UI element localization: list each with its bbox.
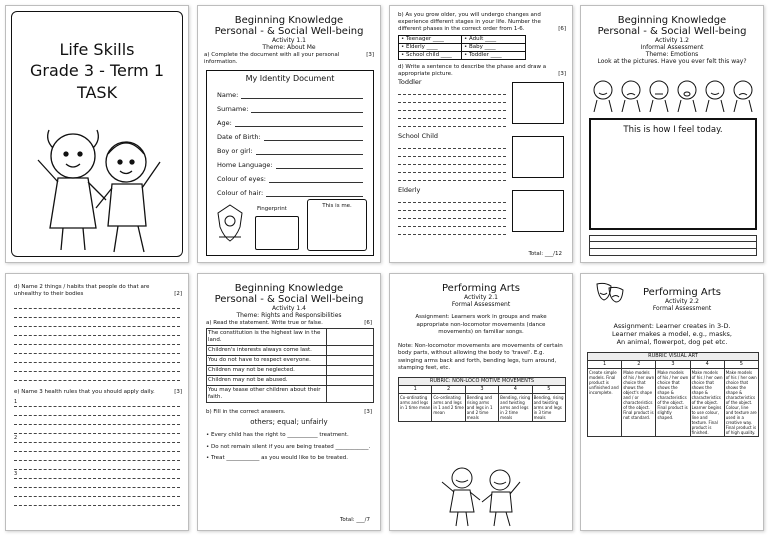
- phase-item: • Adult ____: [464, 36, 497, 42]
- answer-line[interactable]: [14, 309, 180, 318]
- feel-label: This is how I feel today.: [623, 125, 723, 135]
- instruction-text: a) Complete the document with all your personal information.: [204, 52, 340, 65]
- identity-field-row: [217, 113, 363, 127]
- answer-line[interactable]: [398, 195, 506, 203]
- rubric-col-header: 5: [532, 385, 565, 393]
- photo-label: This is me.: [322, 203, 352, 209]
- phase-item: • Teenager ____: [401, 36, 444, 42]
- rubric-cell: Bending, rising and twisting arms and legs in 2 time meals: [500, 394, 531, 420]
- answer-line[interactable]: [398, 219, 506, 227]
- answer-line[interactable]: [398, 203, 506, 211]
- page-identity: [197, 5, 381, 263]
- answer-cell[interactable]: [327, 346, 374, 356]
- page-title: Beginning Knowledge: [617, 15, 727, 26]
- feel-box: [589, 118, 757, 230]
- theatre-masks-icon: [595, 282, 625, 304]
- activity-label: Activity 1.2: [655, 37, 689, 44]
- theme-label: Theme: Emotions: [645, 51, 699, 58]
- phase-item: • Toddler ____: [462, 51, 525, 59]
- phases-left-col: [399, 36, 462, 59]
- phase-item: • Baby ____: [462, 43, 525, 51]
- identity-field-row: [217, 183, 363, 197]
- identity-field-input[interactable]: [266, 189, 363, 197]
- rubric-table: [587, 352, 759, 437]
- page-cover: [5, 5, 189, 263]
- page-rights: [197, 273, 381, 531]
- phase-lines: [398, 87, 506, 127]
- identity-field-row: [217, 155, 363, 169]
- answer-line[interactable]: [14, 398, 180, 407]
- activity-label: Activity 2.1: [464, 294, 498, 301]
- identity-field-label: Age:: [217, 119, 232, 127]
- answer-line[interactable]: [398, 119, 506, 127]
- question-d: d) Name 2 things / habits that people do that are unhealthy to their bodies: [14, 284, 150, 297]
- answer-line[interactable]: [14, 345, 180, 354]
- rubric-cell: Co-ordinating arms and legs in 1 time mean: [399, 393, 432, 421]
- rubric-body-row: [399, 393, 566, 421]
- page-title: Beginning Knowledge: [234, 15, 344, 26]
- identity-field-label: Date of Birth:: [217, 133, 261, 141]
- answer-line[interactable]: [398, 87, 506, 95]
- identity-field-row: [217, 127, 363, 141]
- question-b-row: [390, 6, 572, 33]
- answer-line[interactable]: [398, 111, 506, 119]
- activity-label: Activity 1.4: [272, 305, 306, 312]
- answer-line[interactable]: [398, 173, 506, 181]
- assessment-label: Formal Assessment: [652, 305, 712, 312]
- question-a-row: [198, 319, 380, 328]
- identity-field-input[interactable]: [256, 147, 363, 155]
- instruction-row: [198, 51, 380, 67]
- emotion-faces-illustration: [589, 78, 757, 112]
- page-health: [5, 273, 189, 531]
- answer-line[interactable]: [14, 416, 180, 425]
- statement-row: [207, 329, 374, 346]
- rubric-title: RUBRIC VISUAL ART: [588, 353, 759, 361]
- answer-line[interactable]: [14, 443, 180, 452]
- answer-line[interactable]: [14, 318, 180, 327]
- phase-sections: [390, 78, 572, 238]
- assignment-text: Assignment: Learners work in groups and make appropriate non-locomotor movements (dance movements) on familiar songs.: [415, 314, 547, 335]
- rubric-col-header: 4: [690, 361, 724, 369]
- checklist-table: [589, 235, 757, 256]
- statement-text: You may tease other children about their faith.: [207, 386, 327, 403]
- activity-label: Activity 2.2: [665, 298, 699, 305]
- rubric-cell: Make models of his / her own choice that shows the shape & characteristics of the object. Learner begins to use colour, line and texture. Final product is finished.: [691, 370, 723, 435]
- fingerprint-box: [255, 216, 299, 250]
- answer-number: 3: [14, 471, 18, 477]
- question-d-row: [6, 274, 188, 298]
- answer-line[interactable]: [398, 103, 506, 111]
- checklist-row: [589, 249, 757, 256]
- identity-fields: [207, 83, 373, 197]
- marks-a: [6]: [364, 320, 372, 326]
- question-e: e) Name 3 health rules that you should apply daily.: [14, 389, 155, 395]
- rubric-col-header: 3: [465, 385, 498, 393]
- dancing-kids-illustration: [438, 464, 524, 528]
- phases-right-col: [462, 36, 525, 59]
- page-title: Performing Arts: [442, 283, 520, 294]
- phases-table: [398, 35, 526, 60]
- rubric-cell: Make models of his / her own choice that shows the shape & characteristics of the object. Colour, line and texture are used in a creative way. Final product is of high quality.: [725, 370, 757, 435]
- answer-line[interactable]: [14, 336, 180, 345]
- theme-label: Theme: Rights and Responsibilities: [236, 312, 342, 319]
- answer-line[interactable]: [14, 488, 180, 497]
- phase-section-label: School Child: [398, 132, 439, 140]
- rubric-title-row: [399, 377, 566, 385]
- note-text: Note: Non-locomotor movements are movements of certain body parts, without allowing the body to 'travel'. E.g. swinging arms back and forth, bending legs, turn around, stamping feet, etc.: [398, 342, 563, 371]
- document-title: My Identity Document: [245, 74, 335, 83]
- identity-field-label: Home Language:: [217, 161, 273, 169]
- total: Total: ___/12: [528, 251, 562, 257]
- statement-row: [207, 346, 374, 356]
- marks: [3]: [366, 52, 374, 58]
- fill-in-blanks: [198, 426, 380, 465]
- rubric-col-header: 2: [432, 385, 465, 393]
- fingerprint-label: Fingerprint: [257, 206, 287, 212]
- phase-section: [398, 132, 564, 184]
- rubric-cell: Make models of his / her own choice that shows the object's shape and / or characteristics of the object. Final product is not standard.: [622, 369, 656, 437]
- answer-line[interactable]: [14, 470, 180, 479]
- answer-number: 1: [14, 399, 18, 405]
- cover-title-1: Life Skills: [59, 40, 135, 59]
- rubric-cell: Create simple models. Final product is unfinished and incomplete.: [588, 369, 622, 437]
- page-subtitle: Personal - & Social Well-being: [214, 26, 364, 37]
- assignment-text: Assignment: Learner creates in 3-D.: [613, 322, 731, 330]
- identity-field-row: [217, 141, 363, 155]
- question-a: a) Read the statement. Write true or false.: [206, 320, 323, 326]
- rubric-cell: Make models of his / her own choice that shows the shape & characteristics of the object. Final product is slightly shaped.: [656, 369, 690, 437]
- answer-line[interactable]: [398, 149, 506, 157]
- identity-document: [206, 70, 374, 256]
- page-subtitle: Personal - & Social Well-being: [597, 26, 747, 37]
- statement-text: Children's interests always come last.: [207, 346, 327, 356]
- statement-row: [207, 376, 374, 386]
- answer-line[interactable]: [398, 157, 506, 165]
- phase-section: [398, 186, 564, 238]
- statement-row: [207, 356, 374, 366]
- cover-title-2: Grade 3 - Term 1: [29, 61, 165, 80]
- answer-line[interactable]: [14, 461, 180, 470]
- page-phases: [389, 5, 573, 263]
- answer-line[interactable]: [14, 434, 180, 443]
- answer-line[interactable]: [14, 497, 180, 506]
- question-d-row: [390, 60, 572, 78]
- page-title: Beginning Knowledge: [234, 283, 344, 294]
- theme-label: Theme: About Me: [262, 44, 316, 51]
- answer-line[interactable]: [14, 452, 180, 461]
- phase-section-label: Elderly: [398, 186, 421, 194]
- identity-field-label: Name:: [217, 91, 239, 99]
- phase-item: • Elderly ____: [399, 43, 461, 51]
- assignment-line-2: Learner makes a model, e.g., masks,: [612, 330, 732, 338]
- rubric-col-header: 4: [499, 385, 532, 393]
- answer-line[interactable]: [14, 300, 180, 309]
- statement-row: [207, 386, 374, 403]
- prompt-text: Look at the pictures. Have you ever felt this way?: [597, 58, 747, 65]
- identity-field-input[interactable]: [276, 161, 363, 169]
- cover-kids-illustration: [28, 118, 168, 258]
- cover-title-3: TASK: [76, 83, 118, 102]
- identity-field-input[interactable]: [235, 119, 363, 127]
- statement-text: You do not have to respect everyone.: [207, 356, 327, 366]
- answer-line[interactable]: [398, 141, 506, 149]
- phase-section-label: Toddler: [398, 78, 422, 86]
- rubric-header-row: [588, 361, 759, 369]
- blank-sentence: • Treat ____________ as you would like to be treated.: [206, 455, 348, 461]
- rubric-cell: Co-ordinating arms and legs in 1 and 2 time mean: [432, 393, 465, 421]
- answer-number: 2: [14, 435, 18, 441]
- rubric-col-header: 2: [622, 361, 656, 369]
- marks-b: [3]: [364, 409, 372, 415]
- question-e-row: [6, 383, 188, 396]
- page-performing-arts-2: [580, 273, 764, 531]
- answer-line[interactable]: [398, 211, 506, 219]
- rubric-col-header: 5: [724, 361, 758, 369]
- answer-cell[interactable]: [327, 386, 374, 403]
- answer-line[interactable]: [14, 327, 180, 336]
- identity-field-label: Colour of eyes:: [217, 175, 266, 183]
- blank-sentence: • Do not remain silent if you are being treated ____________.: [206, 443, 371, 450]
- statement-text: Children may not be neglected.: [207, 366, 327, 376]
- phase-item: • School child ____: [399, 51, 461, 59]
- answer-line[interactable]: [398, 227, 506, 235]
- assessment-label: Informal Assessment: [640, 44, 704, 51]
- drawing-box[interactable]: [512, 190, 564, 232]
- identity-field-input[interactable]: [241, 91, 363, 99]
- question-b: b) As you grow older, you will undergo changes and experience different stages in your life. Number the different phases in the correct order from 1-6.: [398, 12, 541, 32]
- marks-e: [3]: [174, 389, 182, 395]
- true-false-table: [206, 328, 374, 403]
- checklist-row: [589, 235, 757, 242]
- page-subtitle: Personal - & Social Well-being: [214, 294, 364, 305]
- answer-cell[interactable]: [327, 376, 374, 386]
- rubric-col-header: 1: [399, 385, 432, 393]
- assessment-label: Formal Assessment: [451, 301, 511, 308]
- marks-d: [2]: [174, 291, 182, 297]
- identity-field-row: [217, 99, 363, 113]
- assignment-line-3: An animal, flowerpot, dog pet etc.: [616, 338, 728, 346]
- drawing-box[interactable]: [512, 136, 564, 178]
- identity-field-input[interactable]: [251, 105, 363, 113]
- answer-cell[interactable]: [327, 329, 374, 346]
- rubric-title: RUBRIC: NON-LOCO MOTIVE MOVEMENTS: [399, 377, 566, 385]
- answer-line[interactable]: [398, 165, 506, 173]
- rubric-header-row: [399, 385, 566, 393]
- marks-b: [6]: [558, 26, 566, 32]
- identity-field-label: Colour of hair:: [217, 189, 264, 197]
- word-bank: others; equal; unfairly: [250, 418, 328, 426]
- identity-field-label: Boy or girl:: [217, 147, 253, 155]
- answer-line[interactable]: [14, 363, 180, 372]
- answer-line[interactable]: [398, 95, 506, 103]
- page-performing-arts-1: [389, 273, 573, 531]
- rubric-cell: Bending and rising arms and legs in 1 and 2 time meals: [465, 393, 498, 421]
- answer-line[interactable]: [14, 407, 180, 416]
- identity-field-row: [217, 85, 363, 99]
- rubric-table: [398, 377, 566, 422]
- checklist-row: [589, 242, 757, 249]
- phase-section: [398, 78, 564, 130]
- question-d: d) Write a sentence to describe the phase and draw a appropriate picture.: [398, 64, 547, 77]
- answer-lines-d: [6, 298, 188, 383]
- page-emotions: [580, 5, 764, 263]
- question-b: b) Fill in the correct answers.: [206, 409, 286, 415]
- rubric-col-header: 1: [588, 361, 622, 369]
- phase-lines: [398, 141, 506, 181]
- blank-sentence: • Every child has the right to ___________ treatment.: [206, 432, 349, 438]
- total: Total: ___/7: [339, 517, 370, 523]
- question-b-row: [198, 403, 380, 416]
- statement-row: [207, 366, 374, 376]
- phase-lines: [398, 195, 506, 235]
- coat-of-arms-image: [213, 203, 247, 243]
- statement-text: The constitution is the highest law in the land.: [207, 329, 327, 346]
- answer-cell[interactable]: [327, 356, 374, 366]
- rubric-body-row: [588, 369, 759, 437]
- identity-field-input[interactable]: [264, 133, 363, 141]
- rubric-cell: Bending, rising and twisting arms and legs in 3 time meals: [533, 394, 564, 420]
- activity-label: Activity 1.1: [272, 37, 306, 44]
- identity-field-row: [217, 169, 363, 183]
- page-title: Performing Arts: [643, 287, 721, 298]
- rubric-title-row: [588, 353, 759, 361]
- identity-field-input[interactable]: [269, 175, 363, 183]
- answer-line[interactable]: [14, 425, 180, 434]
- identity-field-label: Surname:: [217, 105, 249, 113]
- drawing-box[interactable]: [512, 82, 564, 124]
- photo-box: [307, 199, 367, 251]
- marks-d: [3]: [558, 71, 566, 77]
- statement-text: Children may not be abused.: [207, 376, 327, 386]
- answer-line[interactable]: [14, 372, 180, 381]
- answer-cell[interactable]: [327, 366, 374, 376]
- answer-line[interactable]: [14, 354, 180, 363]
- answer-lines-e: [6, 396, 188, 508]
- answer-line[interactable]: [14, 479, 180, 488]
- rubric-col-header: 3: [656, 361, 690, 369]
